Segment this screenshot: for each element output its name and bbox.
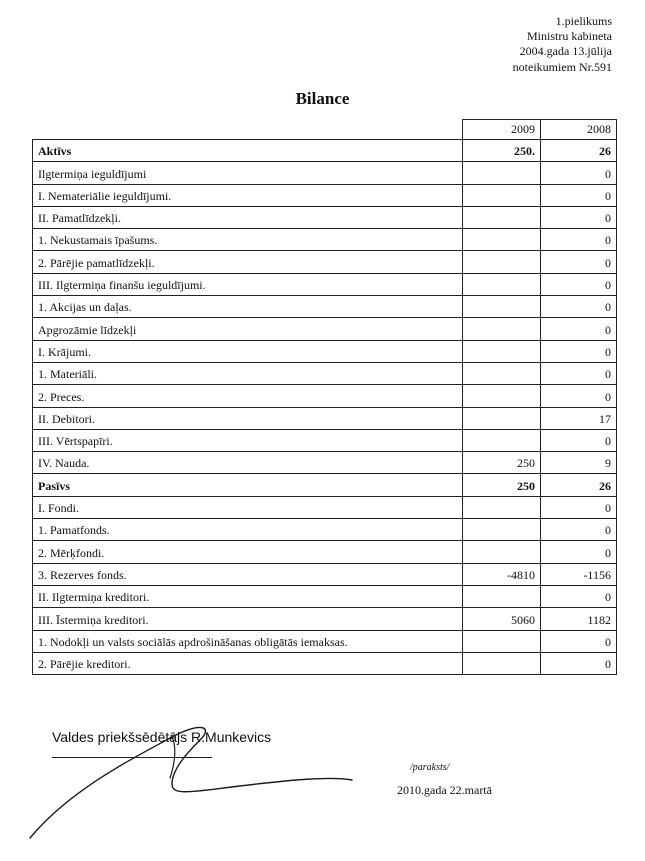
table-row [33, 206, 617, 228]
row-label: Apgrozāmie līdzekļi [33, 318, 463, 340]
table-row [33, 563, 617, 585]
table-row [33, 273, 617, 295]
value-2008: 0 [541, 206, 617, 228]
value-2008: 0 [541, 340, 617, 362]
value-2008: 0 [541, 429, 617, 451]
value-2008: 0 [541, 362, 617, 384]
row-label: II. Debitori. [33, 407, 463, 429]
value-2008: -1156 [541, 563, 617, 585]
table-row [33, 652, 617, 674]
table-row [33, 318, 617, 340]
value-2008: 0 [541, 251, 617, 273]
row-label: II. Pamatlīdzekļi. [33, 206, 463, 228]
table-row [33, 608, 617, 630]
row-label: 1. Materiāli. [33, 362, 463, 384]
value-2008: 0 [541, 296, 617, 318]
paraksts-label: /paraksts/ [410, 762, 450, 773]
value-2008: 17 [541, 407, 617, 429]
header-line: 2004.gada 13.jūlija [519, 44, 612, 59]
row-label: III. Īstermiņa kreditori. [33, 608, 463, 630]
value-2008: 0 [541, 162, 617, 184]
document-header [513, 14, 612, 75]
table-row [33, 452, 617, 474]
value-2009 [463, 318, 541, 340]
row-label: I. Nemateriālie ieguldījumi. [33, 184, 463, 206]
value-2008: 0 [541, 273, 617, 295]
value-2009: -4810 [463, 563, 541, 585]
row-label: I. Krājumi. [33, 340, 463, 362]
value-2009: 250. [463, 140, 541, 162]
value-2008: 0 [541, 630, 617, 652]
table-row [33, 140, 617, 162]
value-2009 [463, 340, 541, 362]
value-2008: 0 [541, 229, 617, 251]
row-label: II. Ilgtermiņa kreditori. [33, 585, 463, 607]
row-label: Aktīvs [33, 140, 463, 162]
row-label: Ilgtermiņa ieguldījumi [33, 162, 463, 184]
table-row [33, 184, 617, 206]
balance-table [32, 119, 617, 675]
value-2009 [463, 429, 541, 451]
value-2009 [463, 162, 541, 184]
value-2008: 0 [541, 541, 617, 563]
value-2008: 0 [541, 652, 617, 674]
row-label: 2. Mērķfondi. [33, 541, 463, 563]
table-row [33, 519, 617, 541]
header-blank-cell [33, 120, 463, 140]
row-label: III. Ilgtermiņa finanšu ieguldījumi. [33, 273, 463, 295]
value-2008: 0 [541, 318, 617, 340]
table-row [33, 229, 617, 251]
table-row [33, 541, 617, 563]
page-title: Bilance [295, 89, 350, 108]
signature-date: 2010.gada 22.martā [397, 783, 492, 797]
table-row [33, 407, 617, 429]
row-label: 1. Pamatfonds. [33, 519, 463, 541]
signature-rule [52, 757, 212, 758]
value-2008: 0 [541, 385, 617, 407]
value-2008: 1182 [541, 608, 617, 630]
table-row [33, 340, 617, 362]
row-label: 1. Akcijas un daļas. [33, 296, 463, 318]
value-2009 [463, 273, 541, 295]
table-row [33, 496, 617, 518]
value-2009: 250 [463, 474, 541, 496]
column-header-2009: 2009 [463, 120, 541, 140]
table-row [33, 474, 617, 496]
value-2009 [463, 251, 541, 273]
row-label: III. Vērtspapīri. [33, 429, 463, 451]
row-label: IV. Nauda. [33, 452, 463, 474]
value-2009 [463, 652, 541, 674]
value-2008: 26 [541, 474, 617, 496]
value-2009 [463, 496, 541, 518]
value-2009: 250 [463, 452, 541, 474]
table-row [33, 251, 617, 273]
value-2009 [463, 385, 541, 407]
table-row [33, 585, 617, 607]
signatory-name: Valdes priekšsēdētājs R.Munkevics [52, 729, 272, 745]
table-row [33, 296, 617, 318]
value-2009 [463, 407, 541, 429]
row-label: 3. Rezerves fonds. [33, 563, 463, 585]
table-row [33, 162, 617, 184]
row-label: Pasīvs [33, 474, 463, 496]
value-2008: 9 [541, 452, 617, 474]
header-line: Ministru kabineta [527, 29, 612, 44]
value-2009 [463, 585, 541, 607]
value-2009 [463, 229, 541, 251]
value-2009 [463, 362, 541, 384]
value-2009 [463, 296, 541, 318]
value-2009 [463, 206, 541, 228]
table-row [33, 362, 617, 384]
row-label: 1. Nodokļi un valsts sociālās apdrošināšanas obligātās iemaksas. [33, 630, 463, 652]
table-header-row [33, 120, 617, 140]
column-header-2008: 2008 [541, 120, 617, 140]
header-line: 1.pielikums [555, 14, 612, 28]
value-2009 [463, 630, 541, 652]
header-line: noteikumiem Nr.591 [512, 59, 612, 74]
row-label: 1. Nekustamais īpašums. [33, 229, 463, 251]
value-2009 [463, 184, 541, 206]
value-2008: 0 [541, 184, 617, 206]
value-2008: 0 [541, 496, 617, 518]
value-2008: 0 [541, 519, 617, 541]
value-2008: 0 [541, 585, 617, 607]
value-2009 [463, 519, 541, 541]
row-label: 2. Pārējie kreditori. [33, 652, 463, 674]
row-label: 2. Preces. [33, 385, 463, 407]
table-row [33, 630, 617, 652]
row-label: I. Fondi. [33, 496, 463, 518]
value-2008: 26 [541, 140, 617, 162]
table-row [33, 385, 617, 407]
value-2009 [463, 541, 541, 563]
table-row [33, 429, 617, 451]
value-2009: 5060 [463, 608, 541, 630]
row-label: 2. Pārējie pamatlīdzekļi. [33, 251, 463, 273]
